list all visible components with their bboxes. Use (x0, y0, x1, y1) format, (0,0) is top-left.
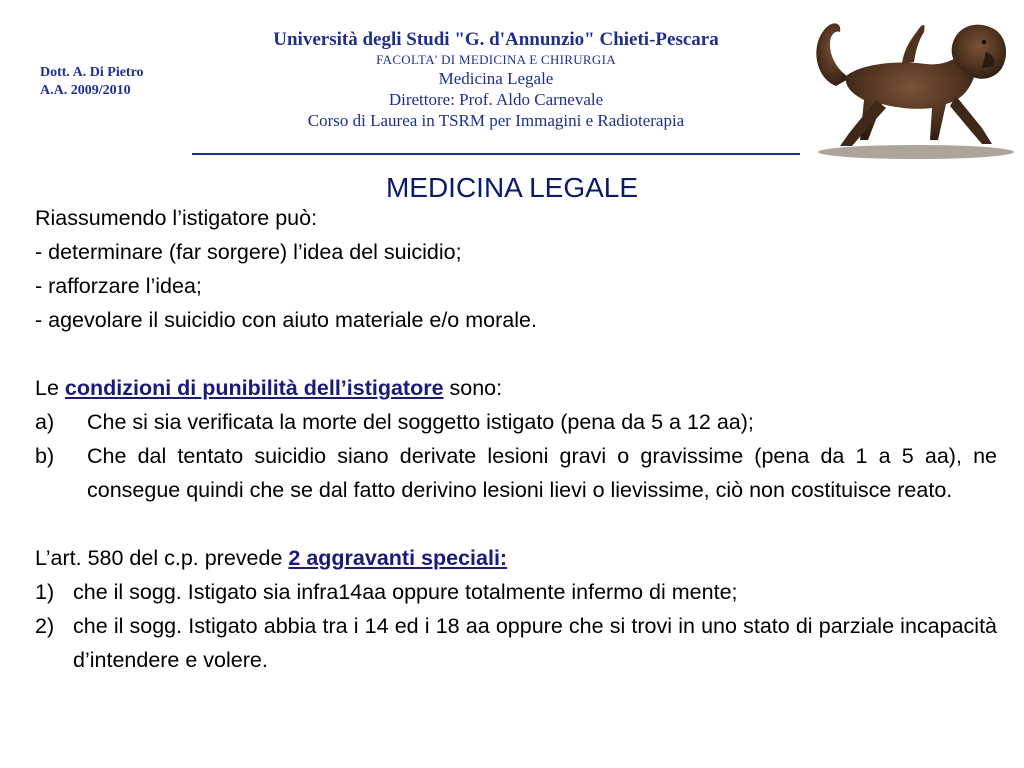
author-name: Dott. A. Di Pietro (40, 65, 144, 80)
university-name: Università degli Studi "G. d'Annunzio" Chieti-Pescara (273, 29, 719, 50)
list-marker: 1) (35, 580, 55, 604)
list-marker: a) (35, 410, 55, 434)
list-text: Che si sia verificata la morte del soggetto istigato (pena da 5 a 12 aa); (87, 410, 754, 434)
aggravanti-emphasis: 2 aggravanti speciali: (288, 546, 508, 570)
bullet-item: - rafforzare l’idea; (35, 274, 202, 298)
aggravante-item (35, 575, 997, 609)
condition-item (35, 405, 997, 439)
slide-header (192, 28, 800, 131)
author-block (40, 64, 144, 100)
department-name: Medicina Legale (438, 69, 554, 88)
conditions-suffix: sono: (443, 376, 503, 400)
aggravanti-heading (35, 541, 997, 575)
header-divider (192, 153, 800, 155)
list-text: che il sogg. Istigato sia infra14aa oppure totalmente infermo di mente; (73, 580, 738, 604)
academic-year: A.A. 2009/2010 (40, 83, 131, 98)
list-text: che il sogg. Istigato abbia tra i 14 ed i 18 aa oppure che si trovi in uno stato di parziale incapacità d’intendere e volere. (73, 614, 997, 672)
list-text: Che dal tentato suicidio siano derivate lesioni gravi o gravissime (pena da 1 a 5 aa), ne consegue quindi che se dal fatto derivino lesioni lievi o lievissime, ciò non costituisce reato. (87, 444, 997, 502)
aggravanti-prefix: L’art. 580 del c.p. prevede (35, 546, 289, 570)
list-marker: b) (35, 444, 55, 468)
conditions-prefix: Le (35, 376, 65, 400)
conditions-emphasis: condizioni di punibilità dell’istigatore (64, 376, 444, 400)
aggravante-item (35, 609, 997, 677)
faculty-name: FACOLTA' DI MEDICINA E CHIRURGIA (376, 52, 616, 67)
bullet-item: - agevolare il suicidio con aiuto materiale e/o morale. (35, 308, 537, 332)
director-name: Direttore: Prof. Aldo Carnevale (388, 90, 604, 109)
condition-item (35, 439, 997, 507)
course-name: Corso di Laurea in TSRM per Immagini e Radioterapia (307, 111, 685, 130)
chimera-statue-image (806, 8, 1016, 160)
list-marker: 2) (35, 614, 55, 638)
intro-text: Riassumendo l’istigatore può: (35, 206, 318, 230)
slide-body (35, 201, 997, 677)
slide-title: MEDICINA LEGALE (385, 172, 639, 203)
bullet-item: - determinare (far sorgere) l’idea del suicidio; (35, 240, 462, 264)
conditions-heading (35, 371, 997, 405)
